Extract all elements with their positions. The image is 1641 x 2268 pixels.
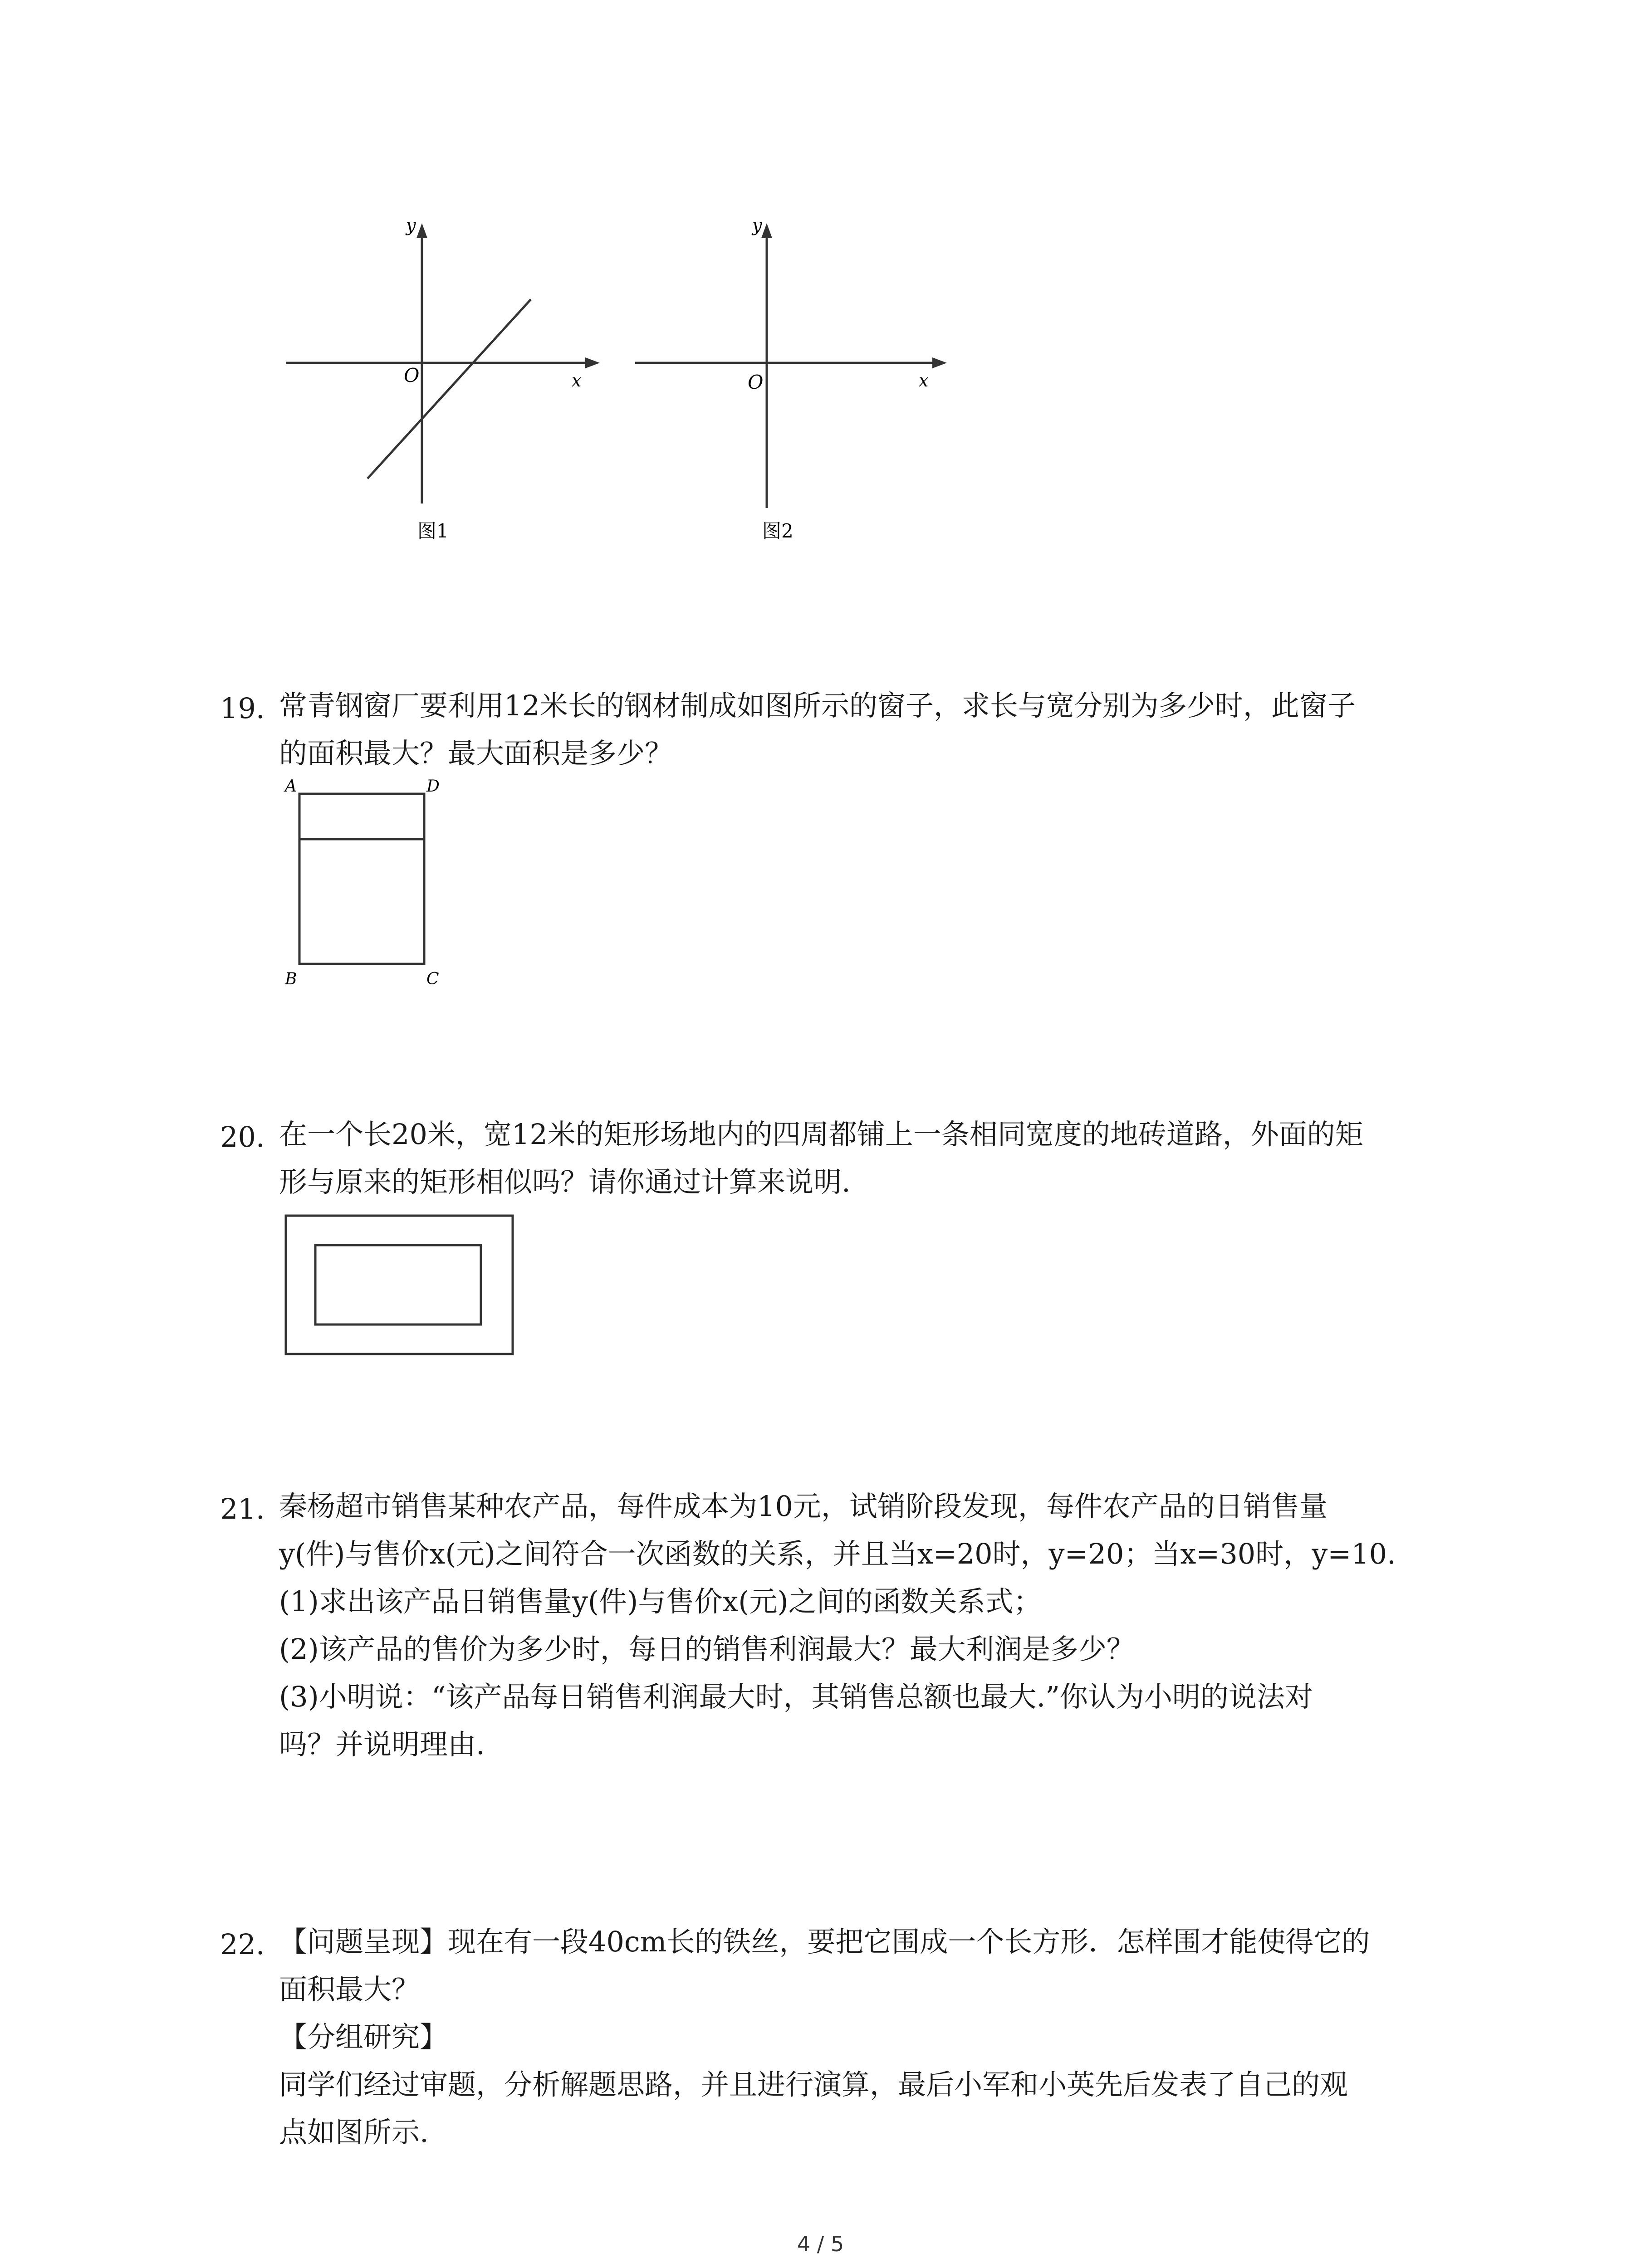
fig2-origin-label: O (748, 371, 764, 393)
fig2-y-arrow (761, 223, 772, 238)
question-22-line-3: 【分组研究】 (279, 2020, 448, 2053)
question-20-line-2: 形与原来的矩形相似吗？请你通过计算来说明. (279, 1165, 851, 1198)
fig1-caption: 图1 (417, 520, 449, 542)
window-figure (277, 771, 495, 989)
question-19-text (279, 689, 1504, 782)
question-21-line-3: (1)求出该产品日销售量y(件)与售价x(元)之间的函数关系式； (279, 1585, 1042, 1618)
page-number: 4 / 5 (797, 2232, 844, 2256)
label-d: D (426, 777, 440, 796)
question-20-number: 20. (220, 1120, 265, 1154)
label-a: A (285, 777, 297, 796)
nested-rectangles-figure (277, 1207, 522, 1370)
question-21-number: 21. (220, 1492, 265, 1525)
outer-rectangle (286, 1216, 513, 1354)
fig1-origin-label: O (404, 364, 420, 386)
fig2-x-label: x (919, 371, 929, 391)
fig1-y-label: y (406, 215, 416, 235)
question-22-line-5: 点如图所示. (279, 2116, 429, 2149)
label-b: B (285, 970, 297, 988)
question-21-line-6: 吗？并说明理由. (279, 1728, 485, 1761)
figure-1 (286, 223, 600, 503)
fig2-caption: 图2 (762, 520, 794, 542)
fig1-x-label: x (572, 371, 582, 391)
question-21-line-1: 秦杨超市销售某种农产品，每件成本为10元，试销阶段发现，每件农产品的日销售量 (279, 1490, 1327, 1523)
question-19-line-2: 的面积最大？最大面积是多少？ (279, 737, 673, 770)
question-19-line-1: 常青钢窗厂要利用12米长的钢材制成如图所示的窗子，求长与宽分别为多少时，此窗子 (279, 689, 1356, 722)
coordinate-figures (272, 213, 975, 558)
question-22-text (279, 1925, 1504, 2164)
question-21-line-4: (2)该产品的售价为多少时，每日的销售利润最大？最大利润是多少？ (279, 1633, 1135, 1666)
inner-rectangle (315, 1245, 481, 1325)
figure-2 (635, 223, 947, 508)
window-frame (299, 794, 424, 964)
question-21-line-2: y(件)与售价x(元)之间符合一次函数的关系，并且当x=20时，y=20；当x=30时，y=10. (279, 1537, 1396, 1570)
question-22-line-1: 【问题呈现】现在有一段40cm长的铁丝，要把它围成一个长方形．怎样围才能使得它的 (279, 1925, 1370, 1958)
fig1-line (367, 299, 531, 479)
question-21-text (279, 1492, 1504, 1765)
fig2-x-arrow (932, 357, 947, 368)
question-20-text (279, 1120, 1504, 1211)
fig1-y-arrow (416, 223, 427, 238)
question-21-line-5: (3)小明说：“该产品每日销售利润最大时，其销售总额也最大.”你认为小明的说法对 (279, 1680, 1313, 1713)
question-22-number: 22. (220, 1928, 265, 1961)
question-19-number: 19. (220, 692, 265, 725)
fig1-x-arrow (585, 357, 600, 368)
question-22-line-2: 面积最大？ (279, 1973, 420, 2006)
label-c: C (426, 970, 439, 988)
question-22-line-4: 同学们经过审题，分析解题思路，并且进行演算，最后小军和小英先后发表了自己的观 (279, 2068, 1348, 2101)
question-20-line-1: 在一个长20米，宽12米的矩形场地内的四周都铺上一条相同宽度的地砖道路，外面的矩 (279, 1118, 1363, 1151)
fig2-y-label: y (752, 215, 762, 235)
